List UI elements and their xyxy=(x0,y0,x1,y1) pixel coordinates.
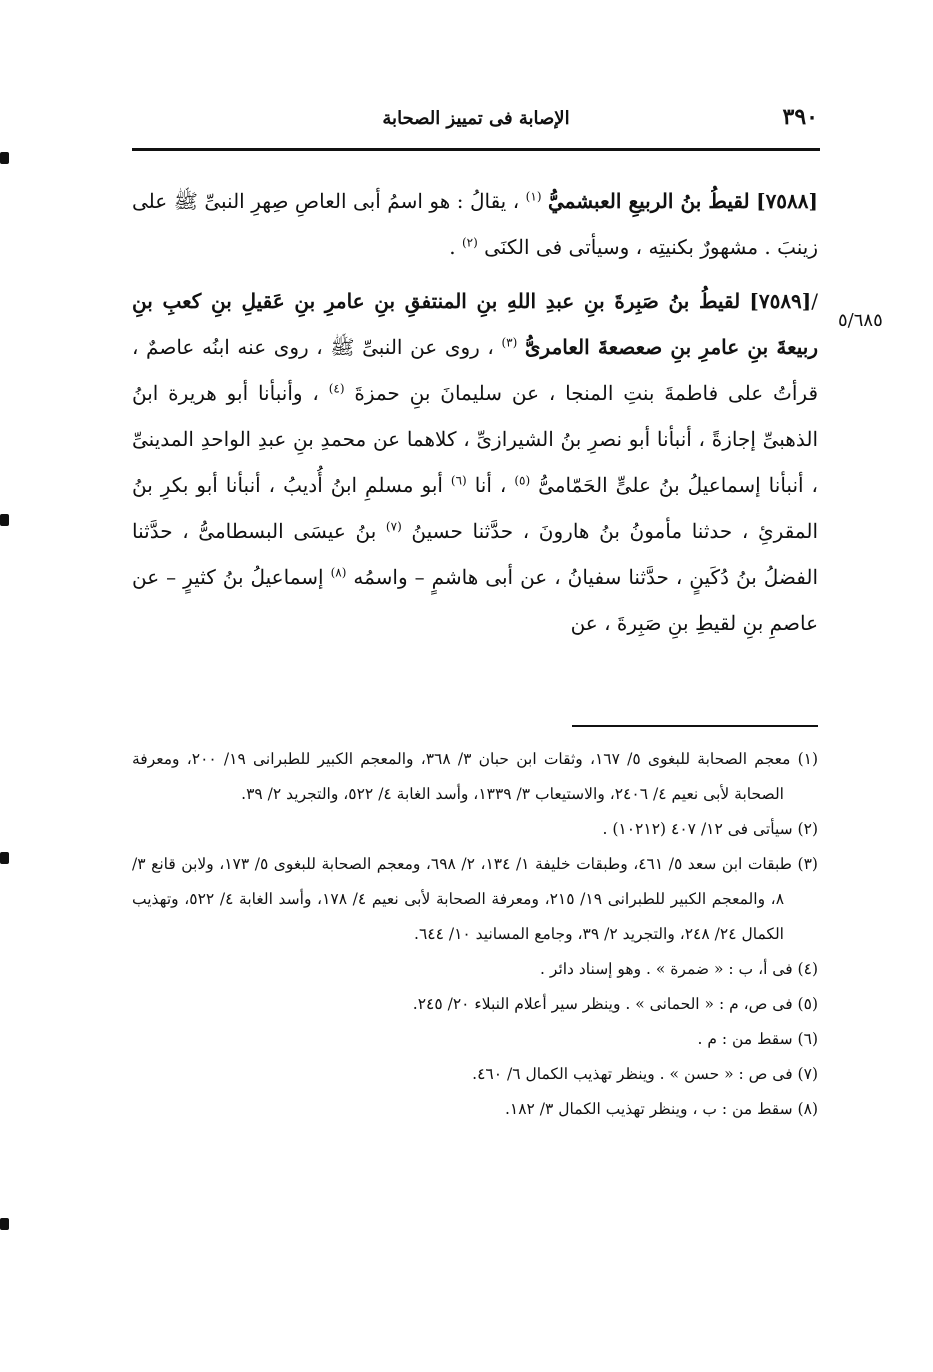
entry-7588 xyxy=(132,178,818,270)
entry-number: [٧٥٨٩] xyxy=(749,289,812,313)
footnote-rule xyxy=(572,725,818,727)
main-text xyxy=(132,178,818,646)
footnote-ref: (٤) xyxy=(328,381,345,396)
footnote-3: (٣) طبقات ابن سعد ٥/ ٤٦١، وطبقات خليفة ١/ ١٣٤، ٢/ ٦٩٨، ومعجم الصحابة للبغوى ٥/ ١٧٣، ولابن قانع ٣/ ٨، والمعجم الكبير للطبرانى ١٩/ ٢١٥، ومعرفة الصحابة لأبى نعيم ٤/ ١٧٨، وأسد الغابة ٤/ ٥٢٢، وتهذيب الكمال ٢٤/ ٢٤٨، والتجريد ٢/ ٣٩، وجامع المسانيد ١٠/ ٦٤٤. xyxy=(132,855,818,943)
footnote-ref: (١) xyxy=(525,189,542,204)
entry-text: ، أنا xyxy=(474,473,507,497)
entry-text: ، وأنبأنا أبو هريرة ابنُ الذهبىِّ إجازةً ، أنبأنا أبو نصرِ بنُ الشيرازىِّ ، كلاهما عن محمدِ بنِ عبدِ الواحدِ المدينىِّ ، أنبأنا إسماعيلُ بنُ علىٍّ الحَمّامىُّ xyxy=(132,381,819,497)
entry-name: لقيطُ بنُ صَبِرةَ بنِ عبدِ اللهِ بنِ المنتفقِ بنِ عامرِ بنِ عَقيلِ بنِ كعبِ بنِ ربيعةَ بنِ عامرِ بنِ صعصعةَ العامرىُّ xyxy=(132,289,818,359)
scan-binding-mark xyxy=(0,852,9,864)
entry-name: لقيطُ بنُ الربيعِ العبشميُّ xyxy=(547,189,750,213)
margin-reference: ٥/٦٨٥ xyxy=(838,310,883,331)
scan-binding-mark xyxy=(0,514,9,526)
entry-text: ، يقالُ : هو اسمُ أبى العاصِ صِهرِ النبىِّ ﷺ على زينبَ . مشهورٌ بكنيتِه ، وسيأتى فى الكنَى xyxy=(132,189,818,259)
entry-7589 xyxy=(132,278,818,646)
footnote-8: (٨) سقط من : ب ، وينظر تهذيب الكمال ٣/ ١٨٢. xyxy=(504,1100,818,1118)
footnote-6: (٦) سقط من : م . xyxy=(697,1030,818,1048)
entry-text: بنُ عيسَى البسطامىُّ ، حدَّثنا الفضلُ بنُ دُكَينٍ ، حدَّثنا سفيانُ ، عن أبى هاشمٍ – واسمُه xyxy=(132,519,818,589)
entry-text: . xyxy=(449,235,456,259)
scan-binding-mark xyxy=(0,152,9,164)
page-header xyxy=(132,100,820,142)
footnote-ref: (٦) xyxy=(450,473,467,488)
footnote-5: (٥) فى ص، م : « الحمانى » . وينظر سير أعلام النبلاء ٢٠/ ٢٤٥. xyxy=(412,995,818,1013)
footnote-ref: (٣) xyxy=(501,335,518,350)
header-rule xyxy=(132,148,820,151)
scan-binding-mark xyxy=(0,1218,9,1230)
footnote-ref: (٧) xyxy=(385,519,402,534)
entry-text: أبو مسلمِ ابنُ أُديبُ ، أنبأنا أبو بكرِ بنُ المقرئِ ، حدثنا مأمونُ بنُ هارونَ ، حدَّثنا حسينُ xyxy=(132,473,819,543)
footnote-1: (١) معجم الصحابة للبغوى ٥/ ١٦٧، وثقات ابن حبان ٣/ ٣٦٨، والمعجم الكبير للطبرانى ١٩/ ٢٠٠، ومعرفة الصحابة لأبى نعيم ٤/ ٢٤٠٦، والاستيعاب ٣/ ١٣٣٩، وأسد الغابة ٤/ ٥٢٢، والتجريد ٢/ ٣٩. xyxy=(132,750,819,803)
entry-text: ، روى عن النبىِّ ﷺ ، روى عنه ابنُه عاصمٌ ، قرأتُ على فاطمةَ بنتِ المنجا ، عن سليمانَ بنِ حمزةَ xyxy=(132,335,819,405)
footnote-4: (٤) فى أ، ب : « ضمرة » . وهو إسناد دائر . xyxy=(540,960,818,978)
footnote-ref: (٨) xyxy=(330,565,347,580)
page-break-mark: / xyxy=(811,289,819,313)
footnotes xyxy=(132,742,818,1127)
footnote-7: (٧) فى ص : « حسن » . وينظر تهذيب الكمال ٦/ ٤٦٠. xyxy=(472,1065,818,1083)
footnote-ref: (٥) xyxy=(514,473,531,488)
footnote-ref: (٢) xyxy=(461,235,478,250)
page-number: ٣٩٠ xyxy=(782,104,818,130)
footnote-2: (٢) سيأتى فى ١٢/ ٤٠٧ (١٠٢١٢) . xyxy=(602,820,818,838)
entry-number: [٧٥٨٨] xyxy=(756,189,818,213)
running-title: الإصابة فى تمييز الصحابة xyxy=(382,108,570,129)
entry-text: إسماعيلُ بنُ كثيرٍ – عن عاصمِ بنِ لقيطِ بنِ صَبِرةَ ، عن xyxy=(132,565,818,635)
